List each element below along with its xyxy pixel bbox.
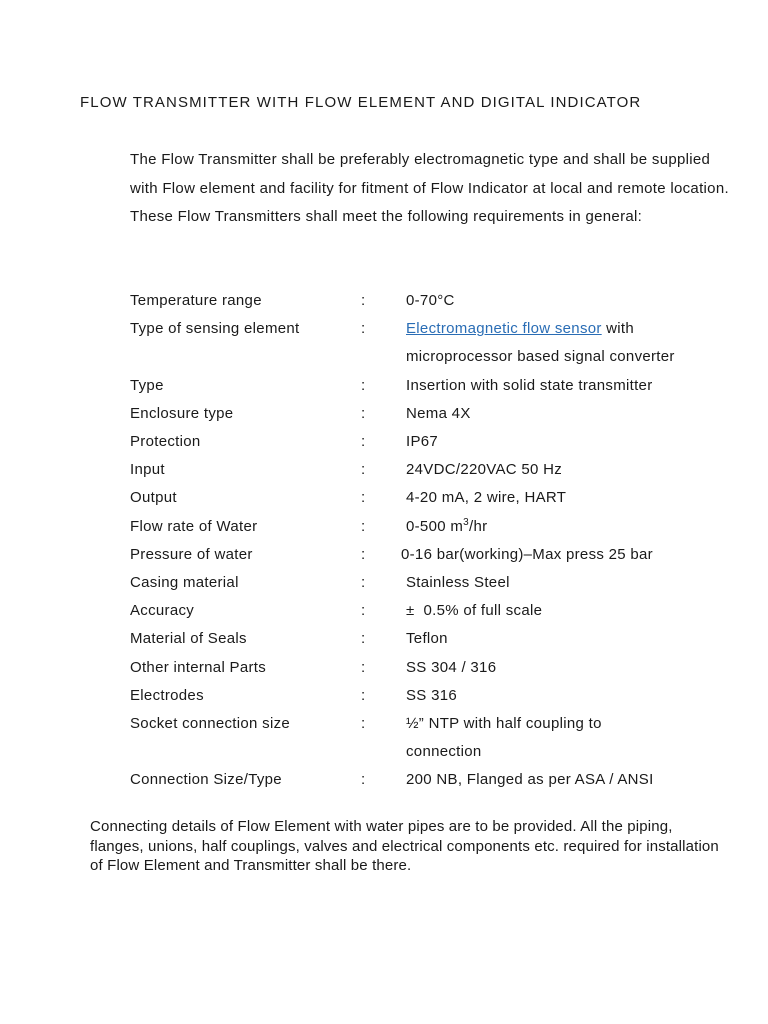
spec-row-flow-rate <box>130 513 730 541</box>
spec-label: Protection <box>130 433 201 451</box>
spec-label: Socket connection size <box>130 715 291 733</box>
spec-label: Casing material <box>130 574 239 592</box>
spec-label: Other internal Parts <box>130 658 267 676</box>
spec-row-sensing-element <box>130 315 730 371</box>
spec-separator: : <box>361 545 366 563</box>
spec-value: Nema 4X <box>406 404 471 422</box>
spec-value-text: /hr <box>469 517 488 535</box>
spec-separator: : <box>361 771 366 789</box>
spec-row-type <box>130 372 730 400</box>
spec-label: Input <box>130 461 165 479</box>
spec-separator: : <box>361 574 366 592</box>
spec-row-accuracy <box>130 597 730 625</box>
spec-label: Output <box>130 489 177 507</box>
spec-value-text: with microprocessor based signal converter <box>406 320 675 366</box>
spec-separator: : <box>361 461 366 479</box>
spec-value: Insertion with solid state transmitter <box>406 376 653 394</box>
spec-separator: : <box>361 715 366 733</box>
spec-label: Temperature range <box>130 292 262 309</box>
spec-table <box>130 287 730 795</box>
spec-label: Electrodes <box>130 686 204 704</box>
spec-separator: : <box>361 376 366 394</box>
superscript: 3 <box>463 516 470 528</box>
spec-value: Teflon <box>406 630 448 648</box>
spec-row-connection-size <box>130 766 730 794</box>
spec-label: Pressure of water <box>130 545 253 563</box>
spec-value <box>406 315 730 371</box>
spec-row-protection <box>130 428 730 456</box>
spec-value: ± 0.5% of full scale <box>406 602 543 620</box>
document-heading: FLOW TRANSMITTER WITH FLOW ELEMENT AND DIGITAL INDICATOR <box>80 94 642 111</box>
spec-value: ½” NTP with half coupling to connection <box>406 715 602 761</box>
spec-row-enclosure <box>130 400 730 428</box>
spec-separator: : <box>361 489 366 507</box>
spec-separator: : <box>361 320 366 338</box>
spec-label: Accuracy <box>130 602 195 620</box>
spec-value: 24VDC/220VAC 50 Hz <box>406 461 563 479</box>
spec-label: Enclosure type <box>130 404 234 422</box>
spec-row-internal-parts <box>130 654 730 682</box>
spec-row-output <box>130 484 730 512</box>
spec-row-temperature <box>130 287 730 315</box>
spec-value: SS 316 <box>406 686 458 704</box>
footer-paragraph: Connecting details of Flow Element with water pipes are to be provided. All the piping, flanges, unions, half couplings, valves and electrical components etc. required for installation of Flow Element and Transmitter shall be there. <box>90 818 719 874</box>
spec-label: Material of Seals <box>130 630 247 648</box>
spec-separator: : <box>361 517 366 535</box>
electromagnetic-flow-sensor-link[interactable]: Electromagnetic flow sensor <box>406 320 602 338</box>
spec-value: IP67 <box>406 433 439 451</box>
spec-value: 0-16 bar(working)–Max press 25 bar <box>401 545 653 563</box>
spec-value: SS 304 / 316 <box>406 658 497 676</box>
intro-paragraph: The Flow Transmitter shall be preferably electromagnetic type and shall be supplied with Flow element and facility for fitment of Flow Indicator at local and remote location. These Flow Transmitters shall meet the following requirements in general: <box>130 151 729 225</box>
spec-value: 200 NB, Flanged as per ASA / ANSI <box>406 771 654 789</box>
spec-separator: : <box>361 630 366 648</box>
spec-value <box>406 513 730 541</box>
spec-separator: : <box>361 433 366 451</box>
spec-row-input <box>130 456 730 484</box>
spec-value-text: 0-500 m <box>406 517 464 535</box>
spec-row-seals <box>130 625 730 653</box>
spec-row-pressure <box>130 541 730 569</box>
spec-row-electrodes <box>130 682 730 710</box>
spec-label: Flow rate of Water <box>130 517 258 535</box>
spec-label: Type of sensing element <box>130 320 300 338</box>
spec-separator: : <box>361 404 366 422</box>
spec-label: Connection Size/Type <box>130 771 282 789</box>
spec-value: Stainless Steel <box>406 574 510 592</box>
spec-row-casing <box>130 569 730 597</box>
spec-value: 4-20 mA, 2 wire, HART <box>406 489 567 507</box>
spec-separator: : <box>361 658 366 676</box>
spec-separator: : <box>361 686 366 704</box>
spec-label: Type <box>130 376 164 394</box>
spec-separator: : <box>361 292 366 309</box>
spec-separator: : <box>361 602 366 620</box>
spec-row-socket-connection <box>130 710 730 766</box>
spec-value: 0-70°C <box>406 292 455 309</box>
